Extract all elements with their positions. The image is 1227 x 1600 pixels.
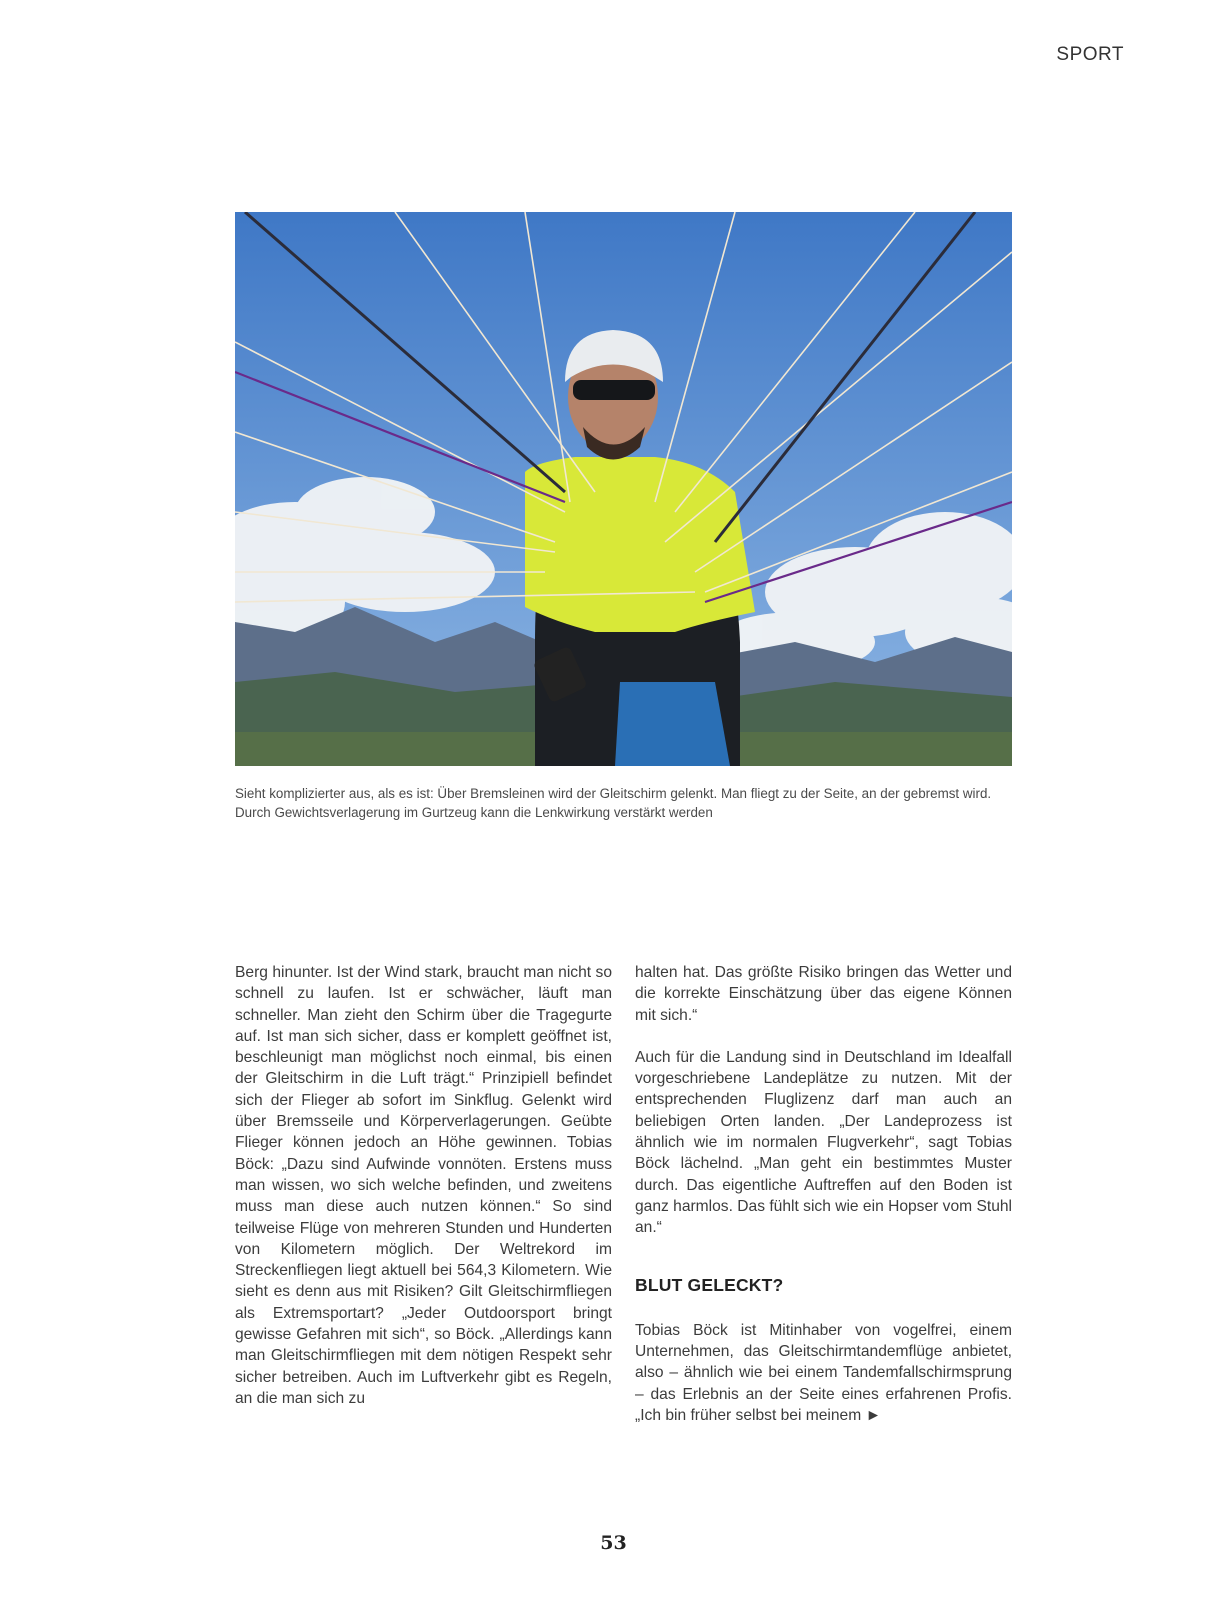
section-label: SPORT — [1056, 44, 1124, 65]
continue-arrow-icon: ► — [865, 1407, 881, 1425]
article-paragraph-last — [635, 1320, 1012, 1426]
article-paragraph-text: Tobias Böck ist Mitinhaber von vogelfrei, einem Unternehmen, das Gleitschirmtandemflüge anbietet, also – ähnlich wie bei einem Tandemfallschirmsprung – das Erlebnis an der Seite eines erfahrenen Profis. „Ich bin früher selbst bei meinem — [635, 1321, 1012, 1425]
article-column-left — [235, 962, 612, 1409]
article-subheading: BLUT GELECKT? — [635, 1274, 784, 1295]
article-column-right — [635, 962, 1012, 1426]
photo-caption: Sieht komplizierter aus, als es ist: Über Bremsleinen wird der Gleitschirm gelenkt. Man fliegt zu der Seite, an der gebremst wird. Durch Gewichtsverlagerung im Gurtzeug kann die Lenkwirkung verstärkt werden — [235, 786, 992, 820]
paraglider-illustration — [235, 212, 1012, 766]
article-paragraph: Berg hinunter. Ist der Wind stark, braucht man nicht so schnell zu laufen. Ist er schwächer, läuft man schneller. Man zieht den Schirm über die Tragegurte auf. Ist man sich sicher, dass er komplett geöffnet ist, beschleunigt man möglichst noch einmal, bis einen der Gleitschirm in die Luft trägt.“ Prinzipiell befindet sich der Flieger ab sofort im Sinkflug. Gelenkt wird über Bremsseile und Körperverlagerungen. Geübte Flieger können jedoch an Höhe gewinnen. Tobias Böck: „Dazu sind Aufwinde vonnöten. Erstens muss man wissen, wo sich welche befinden, und zweitens muss man diese auch nutzen können.“ So sind teilweise Flüge von mehreren Stunden und Hunderten von Kilometern möglich. Der Weltrekord im Streckenfliegen liegt aktuell bei 564,3 Kilometern. Wie sieht es denn aus mit Risiken? Gilt Gleitschirmfliegen als Extremsportart? „Jeder Outdoorsport bringt gewisse Gefahren mit sich“, so Böck. „Allerdings kann man Gleitschirmfliegen mit dem nötigen Respekt sehr sicher betreiben. Auch im Luftverkehr gibt es Regeln, an die man sich zu — [235, 964, 612, 1407]
page-number: 53 — [600, 1532, 627, 1554]
article-paragraph: halten hat. Das größte Risiko bringen das Wetter und die korrekte Einschätzung über das eigene Können mit sich.“ — [635, 964, 1012, 1024]
paraglider-photo — [235, 212, 1012, 766]
article-paragraph: Auch für die Landung sind in Deutschland im Idealfall vorgeschriebene Landeplätze zu nutzen. Mit der entsprechenden Fluglizenz darf man auch an beliebigen Orten landen. „Der Landeprozess ist ähnlich wie im normalen Flugverkehr“, sagt Tobias Böck lächelnd. „Man geht ein bestimmtes Muster durch. Das eigentliche Auftreffen auf den Boden ist ganz harmlos. Das fühlt sich wie ein Hopser vom Stuhl an.“ — [635, 1048, 1013, 1237]
